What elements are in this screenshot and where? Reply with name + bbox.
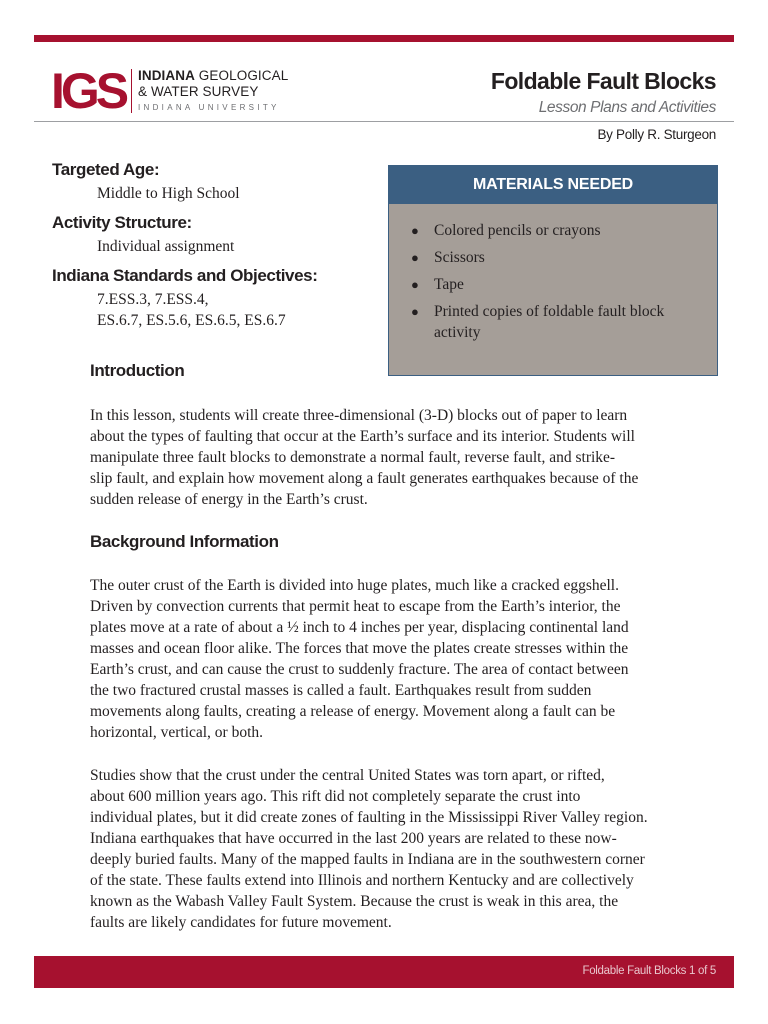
igs-logo — [51, 65, 287, 117]
footer-page-label: Foldable Fault Blocks 1 of 5 — [582, 965, 716, 977]
standards-heading: Indiana Standards and Objectives: — [52, 266, 318, 285]
introduction-paragraph: In this lesson, students will create three-dimensional (3-D) blocks out of paper to learn about the types of faulting that occur at the Earth’s surface and its interior. Students will manipulate three fault blocks to demonstrate a normal fault, reverse fault, and strike- slip fault, and explain how movement along a fault generates earthquakes because of the sudden release of energy in the Earth’s crust. — [90, 407, 639, 508]
logo-name-line1: INDIANA GEOLOGICAL — [138, 68, 289, 83]
logo-name-line2: & WATER SURVEY — [138, 84, 259, 99]
logo-divider — [131, 69, 132, 113]
targeted-age-value: Middle to High School — [97, 185, 240, 202]
document-title: Foldable Fault Blocks — [490, 68, 716, 94]
list-item: ● Scissors — [411, 249, 485, 266]
materials-list — [389, 204, 717, 343]
materials-heading: MATERIALS NEEDED — [389, 166, 717, 204]
activity-structure-heading: Activity Structure: — [52, 213, 192, 232]
header-divider — [34, 121, 734, 122]
background-paragraph-1: The outer crust of the Earth is divided into huge plates, much like a cracked eggshell. Driven by convection currents that permit heat to escape from the Earth’s interior, the plates move at a rate of about a ½ inch to 4 inches per year, displacing continental land masses and ocean floor alike. The forces that move the plates create stresses within the Earth’s crust, and can cause the crust to suddenly fracture. The area of contact between the two fractured crustal masses is called a fault. Earthquakes result from sudden movements along faults, creating a release of energy. Movement along a fault can be horizontal, vertical, or both. — [90, 577, 629, 741]
document-subtitle: Lesson Plans and Activities — [538, 99, 716, 116]
bullet-icon: ● — [411, 250, 419, 265]
standards-line-1: 7.ESS.3, 7.ESS.4, — [97, 291, 209, 308]
author-byline: By Polly R. Sturgeon — [597, 127, 716, 142]
bullet-icon: ● — [411, 223, 419, 238]
footer-bar — [34, 956, 734, 988]
logo-university-line: INDIANA UNIVERSITY — [138, 103, 280, 112]
list-item: ● Tape — [411, 276, 464, 293]
introduction-heading: Introduction — [90, 361, 185, 380]
standards-line-2: ES.6.7, ES.5.6, ES.6.5, ES.6.7 — [97, 312, 286, 329]
activity-structure-value: Individual assignment — [97, 238, 235, 255]
bullet-icon: ● — [411, 277, 419, 292]
targeted-age-heading: Targeted Age: — [52, 160, 160, 179]
igs-logo-mark: IGS — [51, 63, 126, 119]
background-paragraph-2: Studies show that the crust under the central United States was torn apart, or rifted, about 600 million years ago. This rift did not completely separate the crust into individual plates, but it did create zones of faulting in the Mississippi River Valley region. Indiana earthquakes that have occurred in the last 200 years are related to these now- deeply buried faults. Many of the mapped faults in Indiana are in the southwestern corner of the state. These faults extend into Illinois and northern Kentucky and are collectively known as the Wabash Valley Fault System. Because the crust is weak in this area, the faults are likely candidates for future movement. — [90, 767, 648, 931]
list-item: ● Printed copies of foldable fault block activity — [411, 303, 665, 341]
top-accent-bar — [34, 35, 734, 42]
bullet-icon: ● — [411, 304, 419, 319]
background-heading: Background Information — [90, 532, 279, 551]
list-item: ● Colored pencils or crayons — [411, 222, 601, 239]
materials-needed-box — [388, 165, 718, 376]
